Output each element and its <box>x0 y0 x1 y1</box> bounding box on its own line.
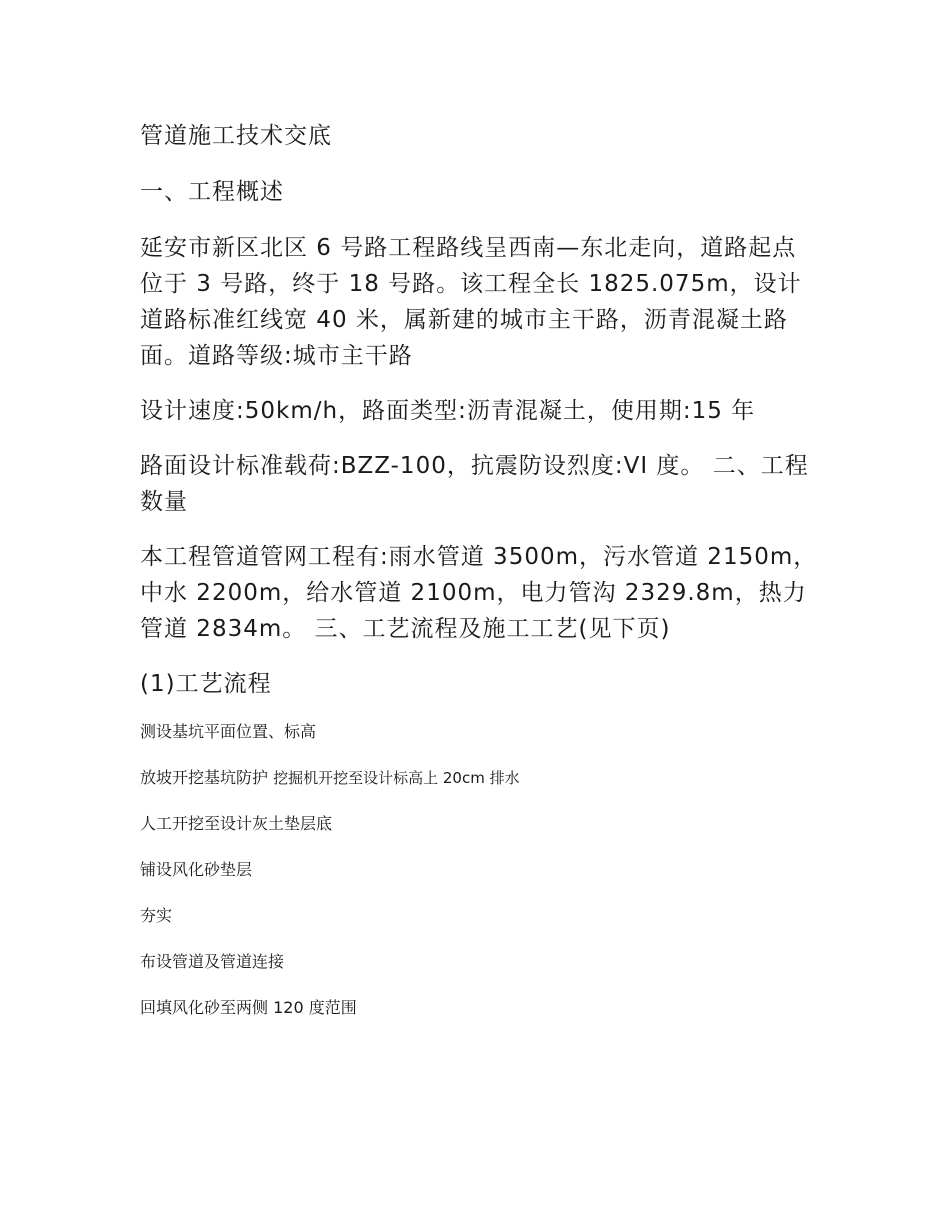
process-step: 铺设风化砂垫层 <box>140 860 253 879</box>
section-heading-overview: 一、工程概述 <box>140 179 284 205</box>
document-title: 管道施工技术交底 <box>140 123 332 149</box>
process-step <box>140 767 820 789</box>
process-step-extra: 挖掘机开挖至设计标高上 20cm 排水 <box>273 769 520 787</box>
subheading-process-flow: (1)工艺流程 <box>140 671 272 697</box>
process-step: 人工开挖至设计灰土垫层底 <box>140 814 333 833</box>
process-step-label: 放坡开挖基坑防护 <box>140 768 269 787</box>
process-step: 夯实 <box>140 906 173 925</box>
process-step: 回填风化砂至两侧 120 度范围 <box>140 998 357 1017</box>
paragraph-design-load: 路面设计标准载荷:BZZ-100，抗震防设烈度:VI 度。 二、工程数量 <box>140 453 809 515</box>
process-step: 布设管道及管道连接 <box>140 952 285 971</box>
paragraph-pipeline-quantities: 本工程管道管网工程有:雨水管道 3500m，污水管道 2150m，中水 2200m，给水管道 2100m，电力管沟 2329.8m，热力管道 2834m。 三、工艺流程及施工工艺(见下页) <box>140 544 818 642</box>
paragraph-project-overview: 延安市新区北区 6 号路工程路线呈西南—东北走向，道路起点位于 3 号路，终于 18 号路。该工程全长 1825.075m，设计道路标准红线宽 40 米，属新建的城市主干路，沥青混凝土路面。道路等级:城市主干路 <box>140 235 802 369</box>
process-step: 测设基坑平面位置、标高 <box>140 722 317 741</box>
document-content <box>140 118 820 1043</box>
process-step-list <box>140 721 820 1019</box>
paragraph-design-speed: 设计速度:50km/h，路面类型:沥青混凝土，使用期:15 年 <box>140 398 756 424</box>
